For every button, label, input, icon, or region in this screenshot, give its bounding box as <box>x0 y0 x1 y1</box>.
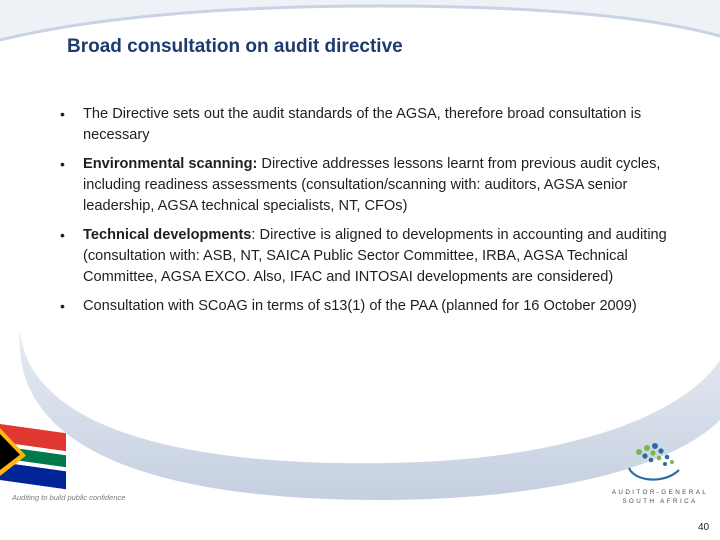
bullet-text: Directive addresses lessons learnt from previous audit cycles, including readiness assessments (consultation/scanning with: auditors, AGSA senior leadership, AGSA technical specialists, NT, CFOs) <box>83 156 661 214</box>
bullet-marker: • <box>60 106 65 122</box>
org-line-2: SOUTH AFRICA <box>622 498 698 505</box>
organization-name <box>604 488 716 506</box>
tagline: Auditing to build public confidence <box>12 493 126 502</box>
bullet-text: : Directive is aligned to developments in accounting and auditing (consultation with: ASB, NT, SAICA Public Sector Committee, IRBA, AGSA Technical Committee, AGSA EXCO. Also, IFAC and INTOSAI developments are considered) <box>83 227 667 285</box>
bullet-item <box>58 104 668 146</box>
bullet-text: Consultation with SCoAG in terms of s13(1) of the PAA (planned for 16 October 2009) <box>83 298 637 314</box>
org-line-1: AUDITOR-GENERAL <box>611 489 709 496</box>
bullet-marker: • <box>60 298 65 314</box>
bullet-marker: • <box>60 156 65 172</box>
bullet-item <box>58 154 668 217</box>
south-africa-flag-icon <box>0 424 70 490</box>
bullet-marker: • <box>60 227 65 243</box>
bullet-item <box>58 225 668 288</box>
page-number: 40 <box>698 522 710 533</box>
bullet-heading: Environmental scanning: <box>83 156 258 172</box>
bullet-list <box>58 104 668 325</box>
bullet-text: The Directive sets out the audit standards of the AGSA, therefore broad consultation is necessary <box>83 106 642 143</box>
slide-title: Broad consultation on audit directive <box>67 36 403 57</box>
bullet-item <box>58 296 668 317</box>
bullet-heading: Technical developments <box>83 227 252 243</box>
agsa-logo-icon <box>625 438 685 484</box>
